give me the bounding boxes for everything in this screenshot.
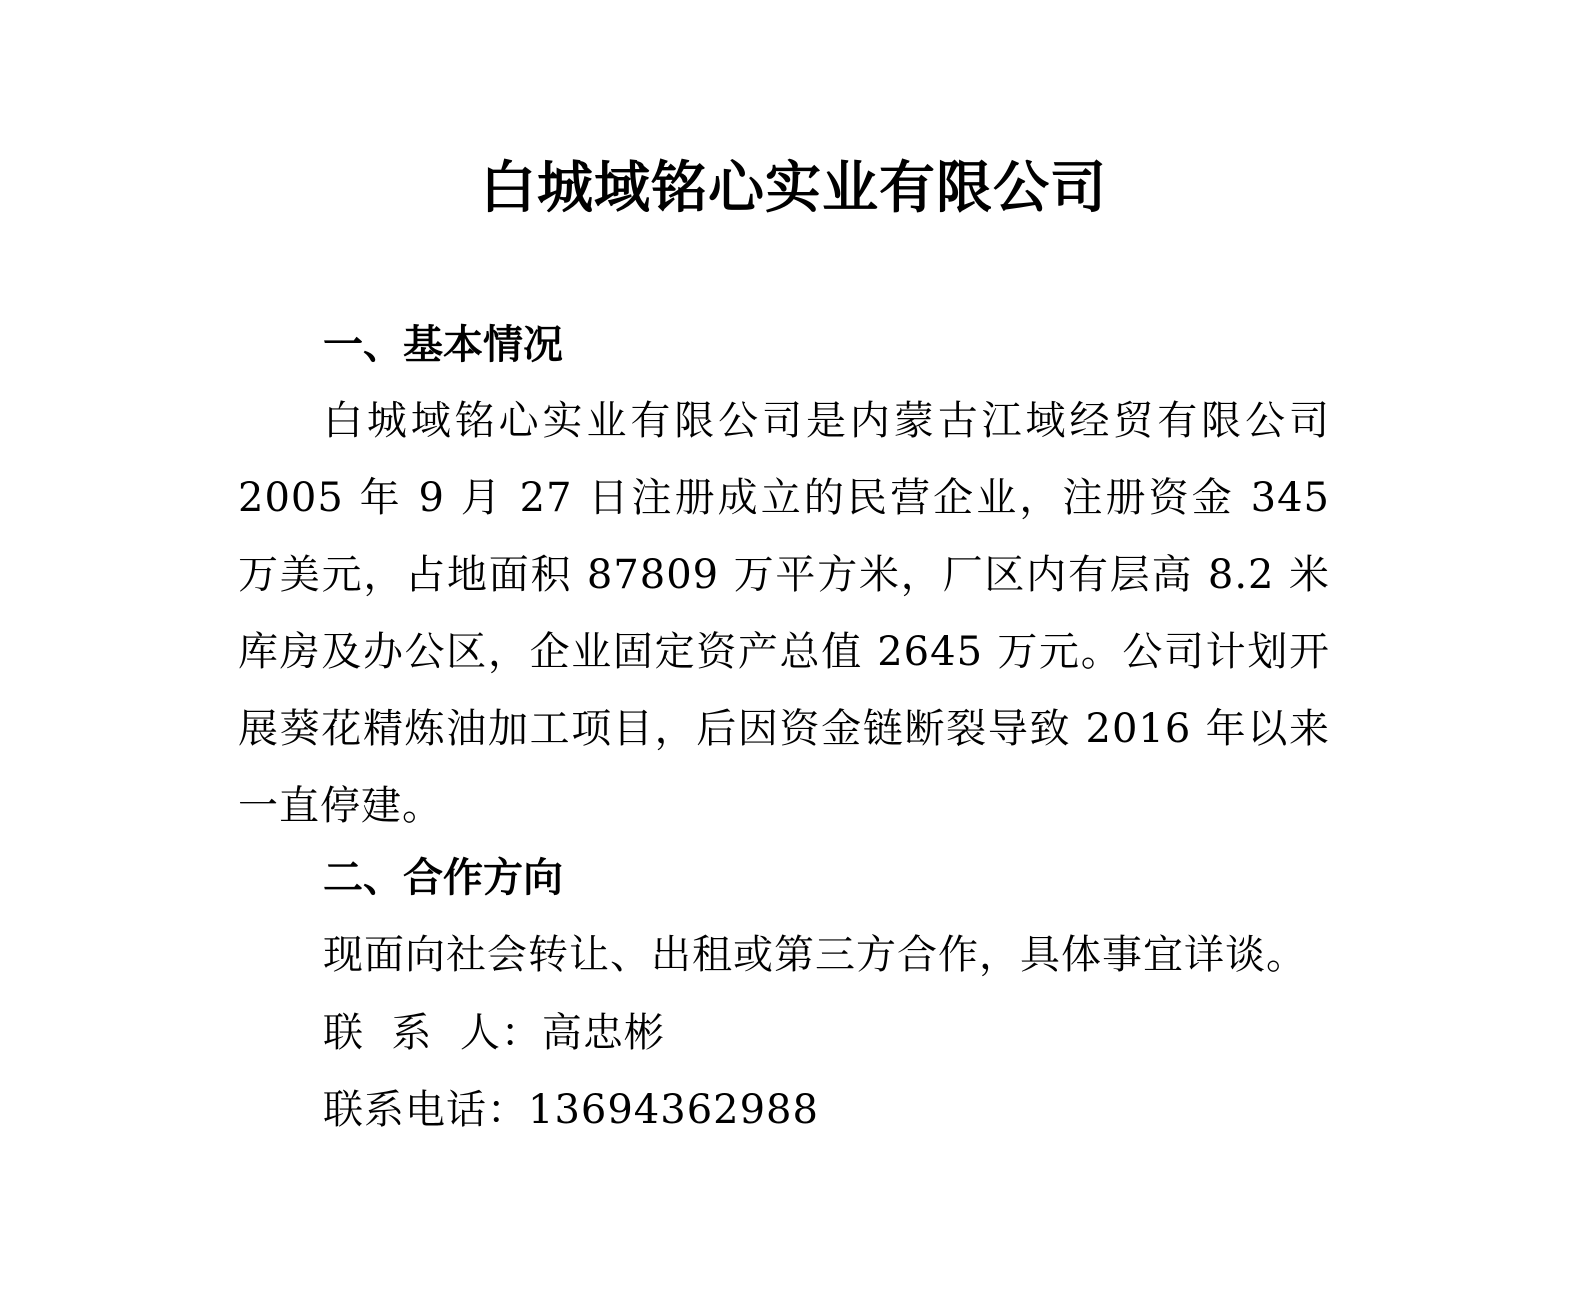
contact-person-name: 高忠彬 [541,1010,665,1056]
document-title: 白城域铭心实业有限公司 [480,155,1107,221]
cooperation-paragraph: 现面向社会转让、出租或第三方合作，具体事宜详谈。 [323,932,1307,978]
contact-phone-number: 13694362988 [528,1087,819,1133]
contact-phone-line [323,1085,819,1135]
basic-info-paragraph: 白城域铭心实业有限公司是内蒙古江域经贸有限公司2005 年 9 月 27 日注册成立的民营企业，注册资金 345 万美元，占地面积 87809 万平方米，厂区内有层高 8.2 米库房及办公区，企业固定资产总值 2645 万元。公司计划开展葵花精炼油加工项目，后因资金链断裂导致 2016 年以来一直停建。 [238,398,1330,829]
section-heading-cooperation: 二、合作方向 [323,855,563,901]
contact-person-line [323,1008,665,1058]
contact-phone-label: 联系电话： [323,1087,528,1133]
section-heading-basic-info: 一、基本情况 [323,322,563,368]
contact-person-label: 联 系 人： [323,1010,542,1056]
